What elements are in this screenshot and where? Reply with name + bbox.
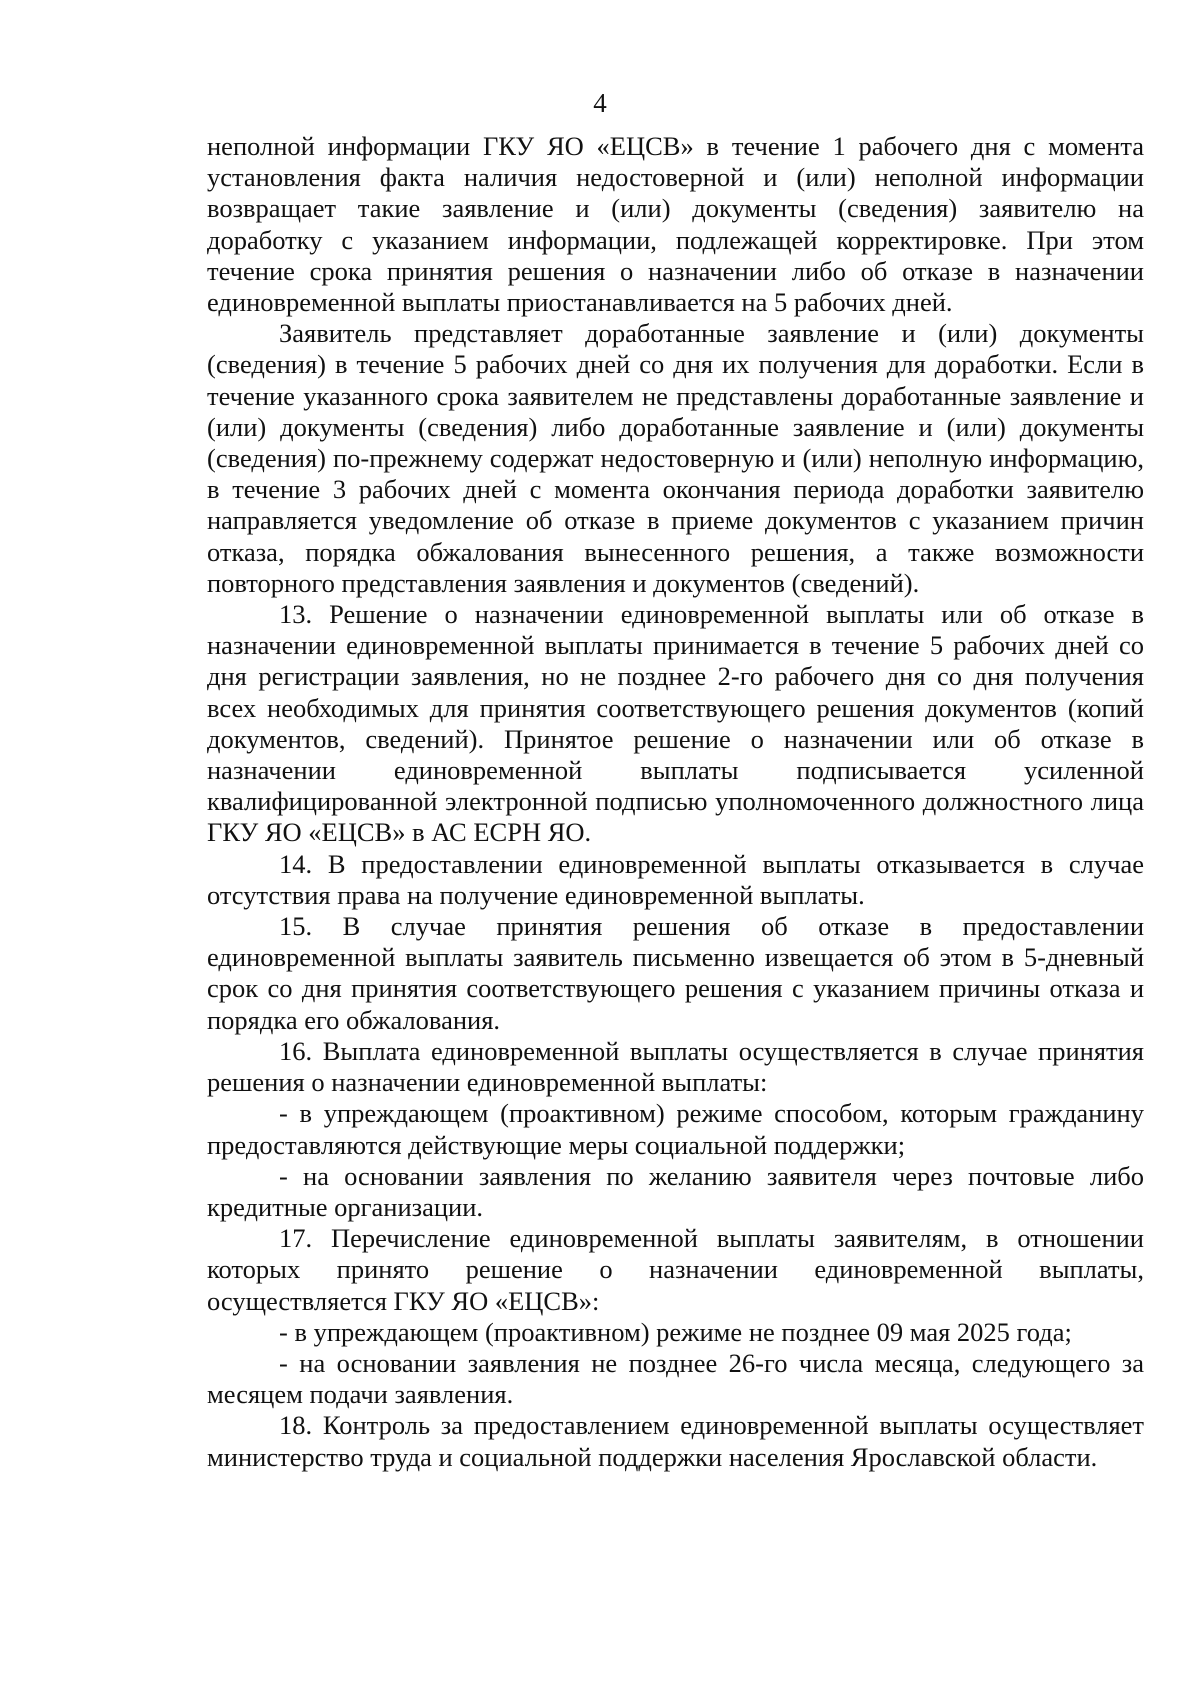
list-item-16-proactive: - в упреждающем (проактивном) режиме способом, которым гражданину предоставляются действующие меры социальной поддержки; bbox=[207, 1098, 1144, 1160]
paragraph-resubmission: Заявитель представляет доработанные заявление и (или) документы (сведения) в течение 5 рабочих дней со дня их получения для доработки. Если в течение указанного срока заявителем не представлены доработанные заявление и (или) документы (сведения) либо доработанные заявление и (или) документы (сведения) по-прежнему содержат недостоверную и (или) неполную информацию, в течение 3 рабочих дней с момента окончания периода доработки заявителю направляется уведомление об отказе в приеме документов с указанием причин отказа, порядка обжалования вынесенного решения, а также возможности повторного представления заявления и документов (сведений). bbox=[207, 318, 1144, 598]
list-item-16-application: - на основании заявления по желанию заявителя через почтовые либо кредитные организации. bbox=[207, 1160, 1144, 1222]
paragraph-15: 15. В случае принятия решения об отказе в предоставлении единовременной выплаты заявитель письменно извещается об этом в 5-дневный срок со дня принятия соответствующего решения с указанием причины отказа и порядка его обжалования. bbox=[207, 911, 1144, 1035]
paragraph-16: 16. Выплата единовременной выплаты осуществляется в случае принятия решения о назначении единовременной выплаты: bbox=[207, 1035, 1144, 1098]
paragraph-13: 13. Решение о назначении единовременной выплаты или об отказе в назначении единовременной выплаты принимается в течение 5 рабочих дней со дня регистрации заявления, но не позднее 2-го рабочего дня со дня получения всех необходимых для принятия соответствующего решения документов (копий документов, сведений). Принятое решение о назначении или об отказе в назначении единовременной выплаты подписывается усиленной квалифицированной электронной подписью уполномоченного должностного лица ГКУ ЯО «ЕЦСВ» в АС ЕСРН ЯО. bbox=[207, 599, 1144, 848]
paragraph-continuation: неполной информации ГКУ ЯО «ЕЦСВ» в течение 1 рабочего дня с момента установления факта наличия недостоверной и (или) неполной информации возвращает такие заявление и (или) документы (сведения) заявителю на доработку с указанием информации, подлежащей корректировке. При этом течение срока принятия решения о назначении либо об отказе в назначении единовременной выплаты приостанавливается на 5 рабочих дней. bbox=[207, 131, 1144, 318]
paragraph-14: 14. В предоставлении единовременной выплаты отказывается в случае отсутствия права на получение единовременной выплаты. bbox=[207, 848, 1144, 910]
paragraph-18: 18. Контроль за предоставлением единовременной выплаты осуществляет министерство труда и социальной поддержки населения Ярославской области. bbox=[207, 1410, 1144, 1472]
page-number: 4 bbox=[593, 88, 607, 118]
list-item-17-application: - на основании заявления не позднее 26-го числа месяца, следующего за месяцем подачи заявления. bbox=[207, 1347, 1144, 1410]
paragraph-17: 17. Перечисление единовременной выплаты заявителям, в отношении которых принято решение о назначении единовременной выплаты, осуществляется ГКУ ЯО «ЕЦСВ»: bbox=[207, 1223, 1144, 1316]
list-item-17-proactive: - в упреждающем (проактивном) режиме не позднее 09 мая 2025 года; bbox=[279, 1316, 1072, 1347]
document-body bbox=[207, 131, 1144, 1473]
